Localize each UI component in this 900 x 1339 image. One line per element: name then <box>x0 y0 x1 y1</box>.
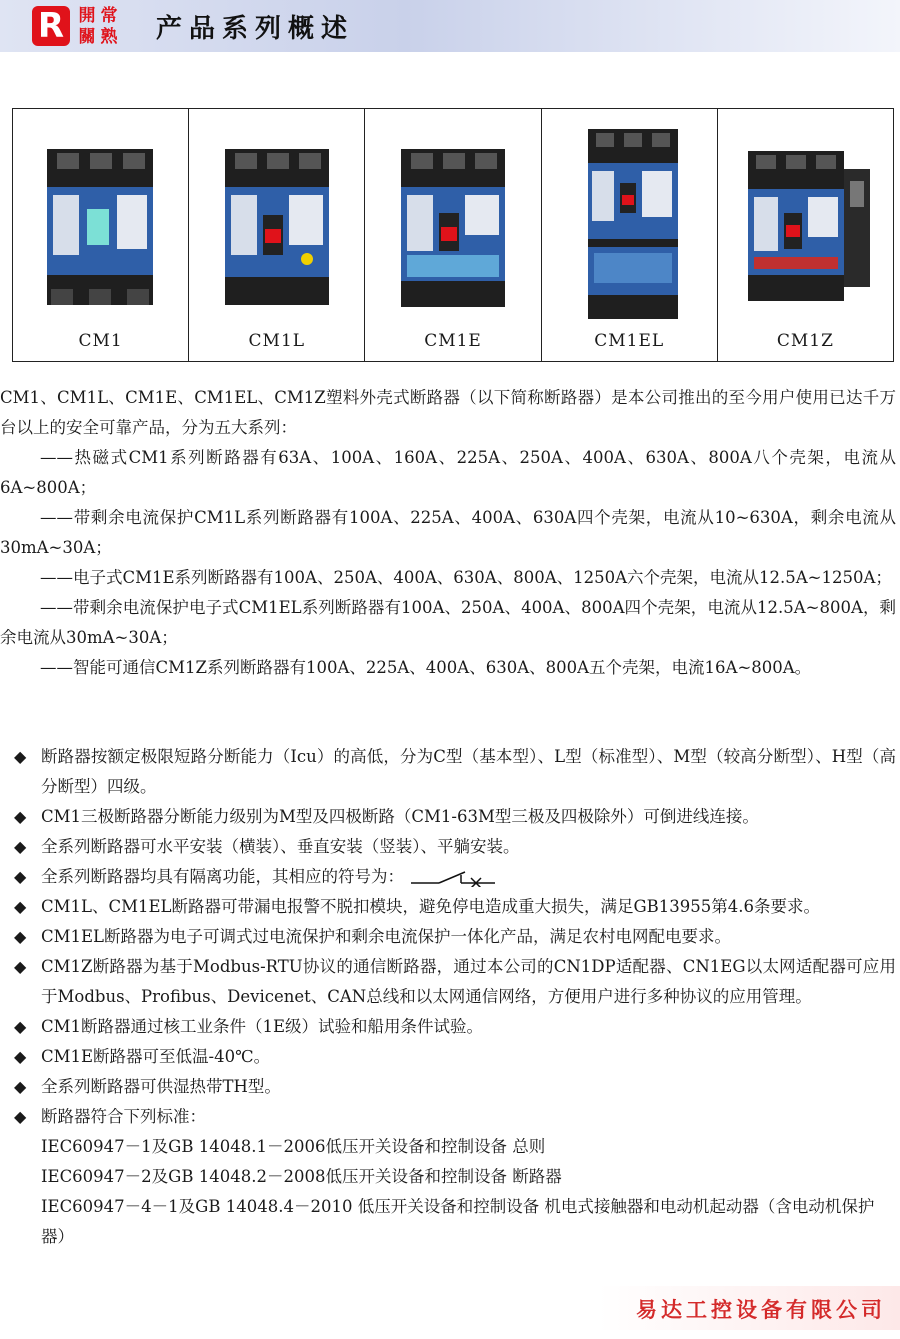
diamond-bullet-icon: ◆ <box>14 867 27 886</box>
product-cell-cm1z <box>718 109 893 361</box>
product-model-label: CM1Z <box>776 331 834 351</box>
product-table <box>12 108 894 362</box>
diamond-bullet-icon: ◆ <box>14 957 27 976</box>
standard-line: IEC60947－2及GB 14048.2－2008低压开关设备和控制设备 断路器 <box>41 1167 562 1186</box>
series-line: ——热磁式CM1系列断路器有63A、100A、160A、225A、250A、400A、630A、800A八个壳架，电流从6A~800A； <box>0 448 896 497</box>
logo-characters <box>76 6 120 48</box>
product-model-label: CM1E <box>424 331 482 351</box>
feature-item: ◆ 全系列断路器均具有隔离功能，其相应的符号为： <box>12 862 896 892</box>
diamond-bullet-icon: ◆ <box>14 1107 27 1126</box>
logo-char: 熟 <box>100 27 118 47</box>
product-model-label: CM1EL <box>594 331 665 351</box>
diamond-bullet-icon: ◆ <box>14 1047 27 1066</box>
product-model-label: CM1 <box>78 331 123 351</box>
logo-char: 開 <box>78 6 96 26</box>
company-name: 易达工控设备有限公司 <box>636 1297 886 1322</box>
breaker-cm1e-image <box>365 109 541 363</box>
intro-lead: CM1、CM1L、CM1E、CM1EL、CM1Z塑料外壳式断路器（以下简称断路器）是本公司推出的至今用户使用已达千万台以上的安全可靠产品，分为五大系列： <box>0 388 896 437</box>
logo-char: 常 <box>100 6 118 26</box>
feature-item: ◆ 全系列断路器可供湿热带TH型。 <box>12 1072 896 1102</box>
series-line: ——智能可通信CM1Z系列断路器有100A、225A、400A、630A、800A五个壳架，电流16A~800A。 <box>40 658 812 677</box>
series-line: ——带剩余电流保护电子式CM1EL系列断路器有100A、250A、400A、800A四个壳架，电流从12.5A~800A，剩余电流从30mA~30A； <box>0 598 896 647</box>
diamond-bullet-icon: ◆ <box>14 837 27 856</box>
isolation-symbol-icon <box>409 869 499 887</box>
feature-item: ◆ CM1三极断路器分断能力级别为M型及四极断路（CM1-63M型三极及四极除外）可倒进线连接。 <box>12 802 896 832</box>
product-cell-cm1l <box>189 109 365 361</box>
footer-banner <box>598 1286 900 1330</box>
series-line: ——电子式CM1E系列断路器有100A、250A、400A、630A、800A、1250A六个壳架，电流从12.5A~1250A； <box>40 568 892 587</box>
diamond-bullet-icon: ◆ <box>14 927 27 946</box>
header-banner <box>0 0 900 52</box>
breaker-cm1z-image <box>718 109 894 363</box>
product-model-label: CM1L <box>248 331 306 351</box>
logo-letter: R <box>32 6 70 46</box>
product-cell-cm1el <box>542 109 718 361</box>
series-line: ——带剩余电流保护CM1L系列断路器有100A、225A、400A、630A四个壳架，电流从10~630A，剩余电流从30mA~30A； <box>0 508 896 557</box>
intro-section <box>0 383 896 683</box>
diamond-bullet-icon: ◆ <box>14 1017 27 1036</box>
diamond-bullet-icon: ◆ <box>14 747 27 766</box>
breaker-cm1l-image <box>189 109 365 363</box>
breaker-cm1-image <box>13 109 189 363</box>
brand-logo <box>32 6 120 48</box>
feature-item: ◆ 断路器符合下列标准： <box>12 1102 896 1132</box>
feature-item: ◆ 断路器按额定极限短路分断能力（Icu）的高低，分为C型（基本型）、L型（标准型）、M型（较高分断型）、H型（高分断型）四级。 <box>12 742 896 802</box>
feature-item: ◆ CM1断路器通过核工业条件（1E级）试验和船用条件试验。 <box>12 1012 896 1042</box>
feature-item: ◆ CM1Z断路器为基于Modbus-RTU协议的通信断路器，通过本公司的CN1DP适配器、CN1EG以太网适配器可应用于Modbus、Profibus、Devicenet、CAN总线和以太网通信网络，方便用户进行多种协议的应用管理。 <box>12 952 896 1012</box>
diamond-bullet-icon: ◆ <box>14 897 27 916</box>
feature-item: ◆ CM1E断路器可至低温-40℃。 <box>12 1042 896 1072</box>
feature-list <box>12 742 896 1252</box>
product-cell-cm1e <box>365 109 541 361</box>
feature-item: ◆ CM1EL断路器为电子可调式过电流保护和剩余电流保护一体化产品，满足农村电网配电要求。 <box>12 922 896 952</box>
breaker-cm1el-image <box>542 109 718 363</box>
logo-char: 關 <box>78 27 96 47</box>
diamond-bullet-icon: ◆ <box>14 807 27 826</box>
product-cell-cm1 <box>13 109 189 361</box>
page-title: 产品系列概述 <box>156 14 355 44</box>
standard-line: IEC60947－4－1及GB 14048.4－2010 低压开关设备和控制设备 机电式接触器和电动机起动器（含电动机保护器） <box>41 1197 875 1246</box>
feature-item: ◆ CM1L、CM1EL断路器可带漏电报警不脱扣模块，避免停电造成重大损失，满足GB13955第4.6条要求。 <box>12 892 896 922</box>
diamond-bullet-icon: ◆ <box>14 1077 27 1096</box>
standard-line: IEC60947－1及GB 14048.1－2006低压开关设备和控制设备 总则 <box>41 1137 546 1156</box>
feature-item: ◆ 全系列断路器可水平安装（横装）、垂直安装（竖装）、平躺安装。 <box>12 832 896 862</box>
